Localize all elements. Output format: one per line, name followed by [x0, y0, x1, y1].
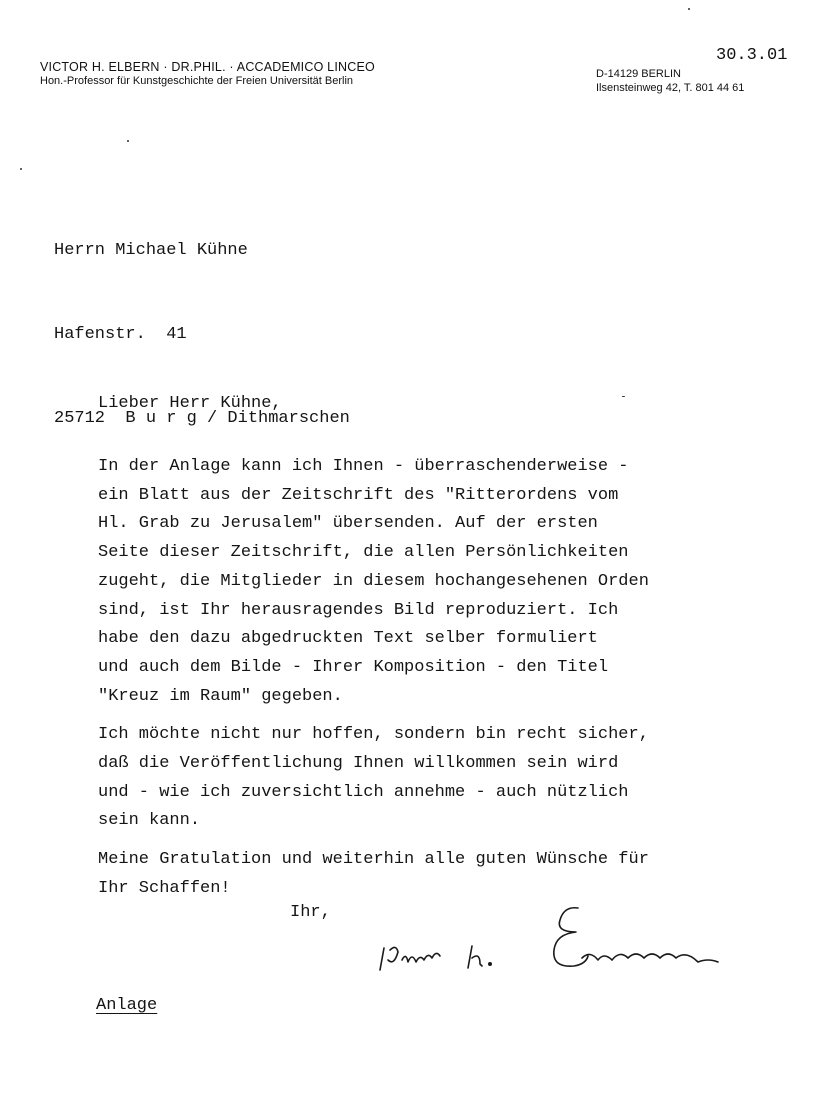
- body-line: zugeht, die Mitglieder in diesem hochangesehenen Orden: [98, 571, 649, 591]
- closing: Ihr,: [290, 903, 331, 922]
- letterhead-sender: [40, 60, 375, 88]
- enclosure-note: Anlage: [96, 996, 158, 1015]
- scan-speck: [622, 396, 625, 397]
- body-line: sind, ist Ihr herausragendes Bild reproduziert. Ich: [98, 600, 619, 620]
- recipient-address: [54, 181, 350, 461]
- body-line: daß die Veröffentlichung Ihnen willkommen sein wird: [98, 754, 619, 774]
- body-line: Ich möchte nicht nur hoffen, sondern bin recht sicher,: [98, 725, 649, 745]
- body-line: ein Blatt aus der Zeitschrift des "Ritterordens vom: [98, 485, 619, 505]
- body-paragraph: [98, 846, 818, 903]
- body-line: und - wie ich zuversichtlich annehme - auch nützlich: [98, 782, 629, 802]
- body-line: Hl. Grab zu Jerusalem" übersenden. Auf der ersten: [98, 514, 598, 534]
- sender-city-line: D-14129 BERLIN: [596, 68, 681, 80]
- letter-date: 30.3.01: [716, 46, 788, 65]
- body-line: Ihr Schaffen!: [98, 878, 231, 898]
- body-line: sein kann.: [98, 811, 201, 831]
- body-line: In der Anlage kann ich Ihnen - überraschenderweise -: [98, 457, 629, 476]
- body-line: "Kreuz im Raum" gegeben.: [98, 686, 343, 706]
- scan-speck: [127, 140, 129, 142]
- body-line: Meine Gratulation und weiterhin alle guten Wünsche für: [98, 850, 649, 870]
- recipient-line-city: 25712 B u r g / Dithmarschen: [54, 409, 350, 428]
- recipient-line-name: Herrn Michael Kühne: [54, 241, 248, 260]
- sender-title-line: Hon.-Professor für Kunstgeschichte der Freien Universität Berlin: [40, 75, 354, 87]
- signature: [368, 900, 728, 980]
- body-paragraph: [98, 453, 818, 711]
- body-paragraph: [98, 721, 818, 836]
- letter-body: [98, 453, 818, 914]
- letterhead-address: [596, 67, 744, 95]
- recipient-line-street: Hafenstr. 41: [54, 325, 187, 344]
- sender-street-line: Ilsensteinweg 42, T. 801 44 61: [596, 82, 745, 94]
- scan-speck: [20, 168, 22, 170]
- salutation: Lieber Herr Kühne,: [98, 394, 282, 413]
- sender-name-line: VICTOR H. ELBERN · DR.PHIL. · ACCADEMICO LINCEO: [40, 60, 375, 74]
- body-line: habe den dazu abgedruckten Text selber formuliert: [98, 629, 598, 649]
- body-line: Seite dieser Zeitschrift, die allen Persönlichkeiten: [98, 543, 629, 563]
- body-line: und auch dem Bilde - Ihrer Komposition - den Titel: [98, 657, 609, 677]
- scan-speck: [688, 8, 690, 10]
